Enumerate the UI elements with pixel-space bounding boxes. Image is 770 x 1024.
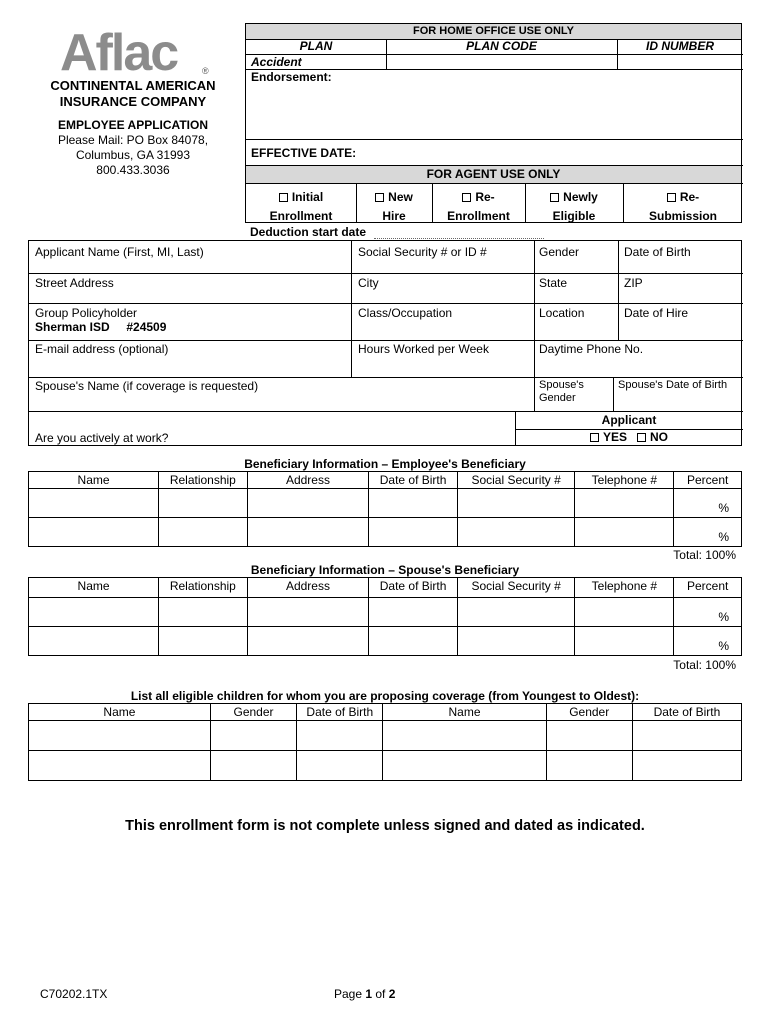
applicant-column-header: Applicant: [601, 413, 657, 427]
employee-beneficiary-table: [28, 471, 742, 547]
table-row[interactable]: [29, 627, 742, 656]
form-code: C70202.1TX: [40, 987, 108, 1001]
option-initial-enrollment[interactable]: Initial Enrollment: [269, 190, 333, 223]
no-label: NO: [650, 430, 669, 444]
col-child-dob: Date of Birth: [297, 704, 383, 721]
svg-text:Aflac: Aflac: [60, 24, 178, 78]
hours-worked-label[interactable]: Hours Worked per Week: [358, 342, 489, 356]
spouse-beneficiary-table: [28, 577, 742, 656]
spouse-dob-label[interactable]: Spouse's Date of Birth: [618, 379, 728, 391]
checkbox[interactable]: [375, 193, 384, 202]
employee-beneficiary-title: Beneficiary Information – Employee's Beneficiary: [244, 457, 526, 471]
col-child-gender: Gender: [210, 704, 296, 721]
ssn-label[interactable]: Social Security # or ID #: [358, 245, 487, 259]
col-dob: Date of Birth: [369, 472, 457, 489]
deduction-start-date-label: Deduction start date: [250, 225, 367, 239]
actively-at-work-label: Are you actively at work?: [35, 431, 169, 445]
form-title: EMPLOYEE APPLICATION: [57, 118, 208, 132]
city-line: Columbus, GA 31993: [75, 148, 191, 162]
company-name: CONTINENTAL AMERICAN INSURANCE COMPANY: [50, 78, 216, 109]
checkbox[interactable]: [279, 193, 288, 202]
agent-use-title: FOR AGENT USE ONLY: [246, 166, 741, 183]
aflac-logo: [60, 22, 220, 78]
endorsement-label: Endorsement:: [251, 70, 332, 84]
spouse-beneficiary-total: Total: 100%: [673, 658, 736, 672]
spouse-beneficiary-title: Beneficiary Information – Spouse's Beneficiary: [250, 563, 520, 577]
table-row[interactable]: [29, 721, 742, 751]
col-relationship: Relationship: [159, 578, 247, 598]
page-indicator: Page 1 of 2: [334, 987, 396, 1001]
col-dob: Date of Birth: [369, 578, 457, 598]
option-resubmission[interactable]: Re- Submission: [648, 190, 717, 223]
office-use-title: FOR HOME OFFICE USE ONLY: [246, 24, 741, 40]
percent-cell[interactable]: %: [674, 598, 742, 627]
office-use-box: [245, 23, 742, 223]
completion-notice: This enrollment form is not complete unless signed and dated as indicated.: [125, 818, 645, 834]
plan-accident: Accident: [251, 55, 302, 69]
col-ssn: Social Security #: [457, 472, 575, 489]
spouse-gender-label[interactable]: Spouse's Gender: [539, 379, 584, 404]
percent-cell[interactable]: %: [674, 489, 742, 518]
at-work-options: [515, 430, 743, 444]
applicant-name-label[interactable]: Applicant Name (First, MI, Last): [35, 245, 204, 259]
id-number-header: ID NUMBER: [646, 39, 714, 53]
col-child-dob: Date of Birth: [632, 704, 741, 721]
checkbox[interactable]: [667, 193, 676, 202]
spouse-name-label[interactable]: Spouse's Name (if coverage is requested): [35, 379, 259, 393]
col-percent: Percent: [674, 472, 742, 489]
col-relationship: Relationship: [159, 472, 247, 489]
daytime-phone-label[interactable]: Daytime Phone No.: [539, 342, 644, 356]
percent-cell[interactable]: %: [674, 627, 742, 656]
yes-label: YES: [602, 430, 627, 444]
percent-cell[interactable]: %: [674, 518, 742, 547]
col-child-gender: Gender: [546, 704, 632, 721]
deduction-date-line[interactable]: [374, 238, 544, 239]
children-table: [28, 703, 742, 781]
state-label[interactable]: State: [539, 276, 568, 290]
street-address-label[interactable]: Street Address: [35, 276, 114, 290]
option-re-enrollment[interactable]: Re- Enrollment: [447, 190, 510, 223]
email-label[interactable]: E-mail address (optional): [35, 342, 169, 356]
employee-beneficiary-total: Total: 100%: [673, 548, 736, 562]
mail-address: Please Mail: PO Box 84078,: [57, 133, 209, 147]
plan-code-header: PLAN CODE: [466, 39, 537, 53]
col-ssn: Social Security #: [457, 578, 575, 598]
checkbox[interactable]: [462, 193, 471, 202]
table-row[interactable]: [29, 751, 742, 781]
zip-label[interactable]: ZIP: [624, 276, 643, 290]
children-title: List all eligible children for whom you are proposing coverage (from Youngest to Oldest):: [130, 689, 640, 703]
application-info: [28, 118, 238, 178]
table-row[interactable]: [29, 518, 742, 547]
plan-header: PLAN: [299, 39, 333, 53]
option-new-hire[interactable]: New Hire: [356, 188, 432, 226]
table-row[interactable]: [29, 489, 742, 518]
dob-label[interactable]: Date of Birth: [624, 245, 691, 259]
gender-label[interactable]: Gender: [539, 245, 580, 259]
svg-text:®: ®: [202, 66, 209, 76]
no-checkbox[interactable]: [637, 433, 646, 442]
col-percent: Percent: [674, 578, 742, 598]
col-child-name: Name: [29, 704, 211, 721]
group-policyholder-value: Sherman ISD #24509: [35, 320, 167, 334]
checkbox[interactable]: [550, 193, 559, 202]
group-policyholder-label: Group Policyholder: [35, 306, 138, 320]
phone-number: 800.433.3036: [96, 163, 170, 177]
table-row[interactable]: [29, 598, 742, 627]
col-address: Address: [247, 578, 369, 598]
city-label[interactable]: City: [358, 276, 379, 290]
col-telephone: Telephone #: [575, 578, 674, 598]
location-label[interactable]: Location: [539, 306, 585, 320]
applicant-grid: [28, 240, 742, 446]
col-name: Name: [29, 472, 159, 489]
option-newly-eligible[interactable]: Newly Eligible: [525, 188, 623, 226]
col-name: Name: [29, 578, 159, 598]
col-address: Address: [247, 472, 369, 489]
yes-checkbox[interactable]: [590, 433, 599, 442]
col-telephone: Telephone #: [575, 472, 674, 489]
class-occupation-label[interactable]: Class/Occupation: [358, 306, 453, 320]
col-child-name: Name: [383, 704, 546, 721]
effective-date-label: EFFECTIVE DATE:: [251, 146, 357, 160]
date-of-hire-label[interactable]: Date of Hire: [624, 306, 689, 320]
